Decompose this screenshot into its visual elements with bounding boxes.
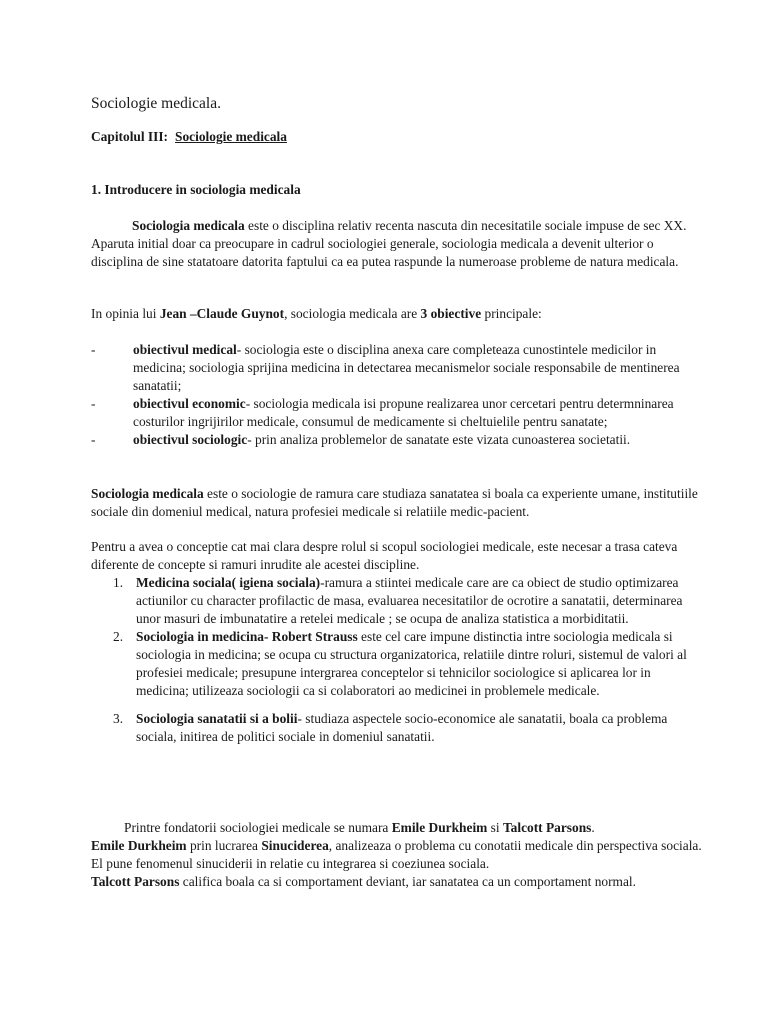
intro-text: este o disciplina relativ recenta nascuta din necesitatile sociale impuse de sec XX. Aparuta initial doar ca preocupare in cadrul sociologiei generale, sociologia medicala a devenit ulterior o disciplina de sine statatoare datorita faptului ca ea putea raspunde la numeroase probleme de natura medicala. — [91, 218, 687, 269]
founder-durkheim: Emile Durkheim — [391, 820, 488, 835]
work-title: Sinuciderea — [261, 838, 329, 853]
intro-term: Sociologia medicala — [132, 218, 245, 233]
objective-title: obiectivul medical — [133, 342, 237, 357]
opinion-paragraph — [91, 305, 703, 323]
founder-parsons: Talcott Parsons — [502, 820, 592, 835]
definition-paragraph — [91, 485, 703, 521]
document-title: Sociologie medicala. — [91, 95, 221, 112]
list-item — [91, 710, 703, 746]
concept-title: Sociologia in medicina- Robert Strauss — [136, 629, 358, 644]
objective-title: obiectivul economic — [133, 396, 246, 411]
list-dash: - — [91, 342, 96, 357]
concept-text: este cel care impune distinctia intre sociologia medicala si sociologia in medicina; se ocupa cu structura organizatorica, relatiile dintre roluri, sistemul de valori al profesiei medicale; presupune intergrarea conceptelor si tehnicilor sociologice si aplicarea lor in medicina; utilizeaza sociologii ca si colaboratori ao medicinei in problemele medicale. — [136, 629, 687, 698]
list-item — [91, 574, 703, 628]
intro-paragraph — [91, 217, 703, 271]
parsons-name: Talcott Parsons — [91, 874, 180, 889]
list-number: 3. — [113, 711, 124, 726]
founders-pre: Printre fondatorii sociologiei medicale se numara — [124, 820, 392, 835]
section-heading: 1. Introducere in sociologia medicala — [91, 182, 301, 197]
list-item — [91, 431, 703, 449]
opinion-pre: In opinia lui — [91, 306, 160, 321]
chapter-heading — [91, 128, 703, 146]
durkheim-name: Emile Durkheim — [91, 838, 187, 853]
opinion-mid: , sociologia medicala are — [284, 306, 421, 321]
opinion-post: principale: — [481, 306, 542, 321]
list-item — [91, 395, 703, 431]
founders-paragraph — [91, 819, 703, 891]
opinion-count: 3 obiective — [420, 306, 482, 321]
concept-title: Sociologia sanatatii si a bolii — [136, 711, 298, 726]
work-post: , analizeaza o problema cu conotatii medicale din perspectiva sociala. El pune fenomenul sinuciderii in relatie cu integrarea si coeziunea sociala. — [91, 838, 702, 871]
definition-text: este o sociologie de ramura care studiaza sanatatea si boala ca experiente umane, institutiile sociale din domeniul medical, natura profesiei medicale si relatiile medic-pacient. — [91, 486, 698, 519]
work-pre: prin lucrarea — [186, 838, 262, 853]
objective-text: - prin analiza problemelor de sanatate este vizata cunoasterea societatii. — [247, 432, 631, 447]
opinion-author: Jean –Claude Guynot — [159, 306, 285, 321]
list-number: 2. — [113, 629, 124, 644]
objective-title: obiectivul sociologic — [133, 432, 248, 447]
concept-text: - studiaza aspectele socio-economice ale sanatatii, boala ca problema sociala, initirea de politici sociale in domeniul sanatatii. — [136, 711, 668, 744]
list-item — [91, 628, 703, 700]
founders-end: . — [591, 820, 595, 835]
parsons-text: califica boala ca si comportament deviant, iar sanatatea ca un comportament normal. — [179, 874, 636, 889]
founders-and: si — [487, 820, 503, 835]
list-item — [91, 341, 703, 395]
concept-text: -ramura a stiintei medicale care are ca obiect de studio optimizarea actiunilor cu character profilactic de masa, evaluarea necesitatilor de ocrotire a sanatatii, determinarea unor masuri de imbunatatire a retelei medicale ; se ocupa de analiza statistica a morbiditatii. — [136, 575, 683, 626]
objectives-list — [91, 341, 703, 449]
definition-term: Sociologia medicala — [91, 486, 204, 501]
list-dash: - — [91, 432, 96, 447]
chapter-name: Sociologie medicala — [175, 129, 287, 144]
list-number: 1. — [113, 575, 124, 590]
concept-title: Medicina sociala( igiena sociala) — [136, 575, 321, 590]
objective-text: - sociologia este o disciplina anexa care completeaza cunostintele medicilor in medicina; sociologia sprijina medicina in detectarea mecanismelor sociale responsabile de mentinerea sanatatii; — [133, 342, 680, 393]
concepts-section — [91, 538, 703, 746]
chapter-label: Capitolul III: — [91, 129, 169, 144]
concepts-intro: Pentru a avea o conceptie cat mai clara despre rolul si scopul sociologiei medicale, este necesar a trasa cateva diferente de concepte si ramuri inrudite ale acestei discipline. — [91, 539, 678, 572]
list-dash: - — [91, 396, 96, 411]
objective-text: - sociologia medicala isi propune realizarea unor cercetari pentru determninarea costurilor ingrijirilor medicale, consumul de medicamente si cheltuielile pentru sanatate; — [133, 396, 674, 429]
